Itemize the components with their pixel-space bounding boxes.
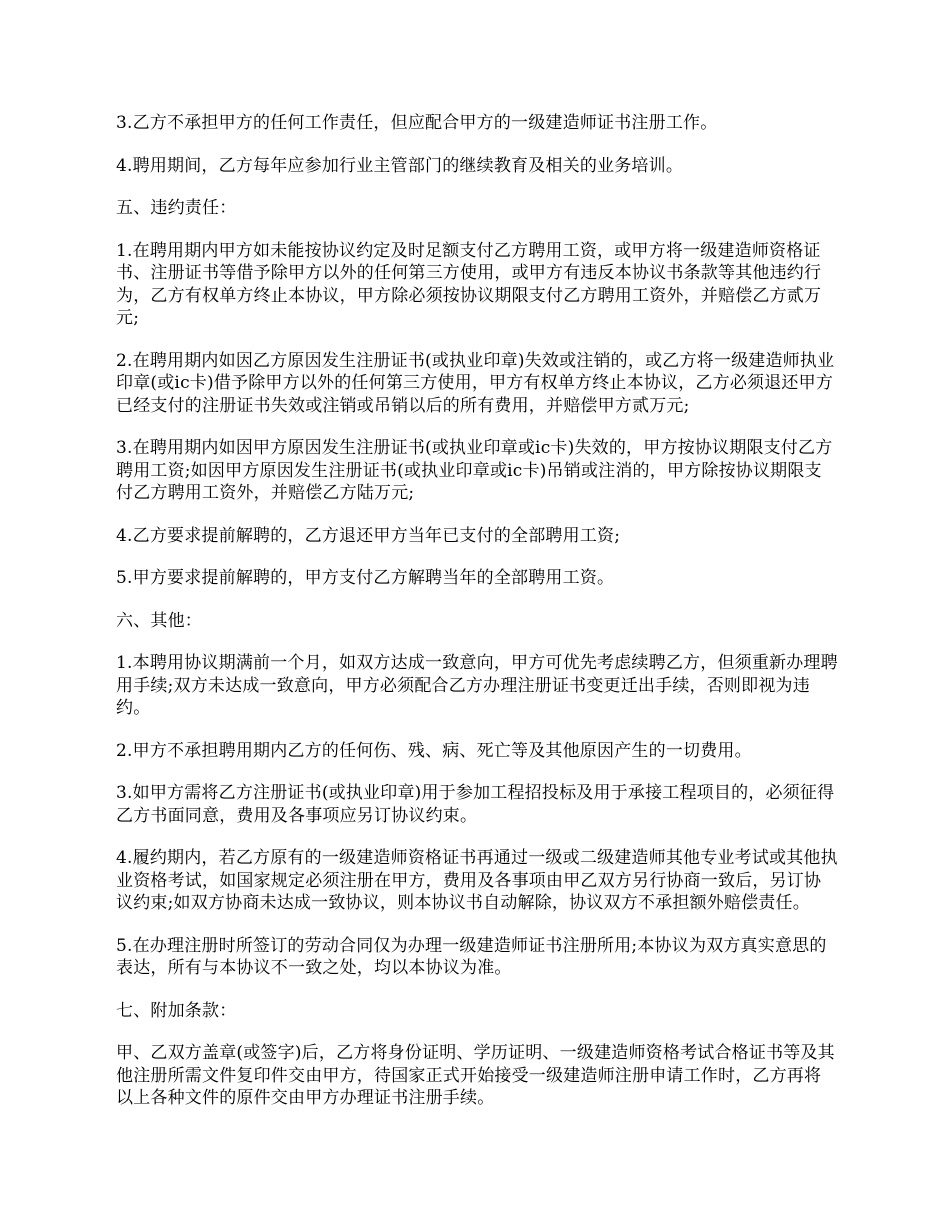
breach-clause-4: 4.乙方要求提前解聘的，乙方退还甲方当年已支付的全部聘用工资;	[116, 525, 621, 546]
other-clause-2: 2.甲方不承担聘用期内乙方的任何伤、残、病、死亡等及其他原因产生的一切费用。	[116, 740, 752, 761]
breach-clause-5: 5.甲方要求提前解聘的，甲方支付乙方解聘当年的全部聘用工资。	[116, 568, 615, 588]
breach-clause-3: 3.在聘用期内如因甲方原因发生注册证书(或执业印章或ic卡)失效的，甲方按协议期限支付乙方聘用工资;如因甲方原因发生注册证书(或执业印章或ic卡)吊销或注消的，甲方除按协议期限支付乙方聘用工资外，并赔偿乙方陆万元;	[116, 438, 833, 503]
other-clause-4: 4.履约期内，若乙方原有的一级建造师资格证书再通过一级或二级建造师其他专业考试或其他执业资格考试，如国家规定必须注册在甲方，费用及各事项由甲乙双方另行协商一致后，另订协议约束;如双方协商未达成一致协议，则本协议书自动解除，协议双方不承担额外赔偿责任。	[116, 848, 838, 913]
section-heading-other: 六、其他：	[116, 610, 202, 631]
other-clause-1: 1.本聘用协议期满前一个月，如双方达成一致意向，甲方可优先考虑续聘乙方，但须重新办理聘用手续;双方未达成一致意向，甲方必须配合乙方办理注册证书变更迁出手续，否则即视为违约。	[116, 653, 838, 718]
additional-terms-paragraph: 甲、乙双方盖章(或签字)后，乙方将身份证明、学历证明、一级建造师资格考试合格证书等及其他注册所需文件复印件交由甲方，待国家正式开始接受一级建造师注册申请工作时，乙方再将以上各种文件的原件交由甲方办理证书注册手续。	[116, 1043, 835, 1108]
document-body	[116, 112, 838, 1130]
section-heading-breach-liability: 五、违约责任：	[116, 198, 237, 218]
breach-clause-2: 2.在聘用期内如因乙方原因发生注册证书(或执业印章)失效或注销的，或乙方将一级建造师执业印章(或ic卡)借予除甲方以外的任何第三方使用，甲方有权单方终止本协议，乙方必须退还甲方已经支付的注册证书失效或注销或吊销以后的所有费用，并赔偿甲方贰万元;	[116, 350, 835, 416]
clause-3-no-work-responsibility: 3.乙方不承担甲方的任何工作责任，但应配合甲方的一级建造师证书注册工作。	[116, 113, 718, 133]
section-heading-additional-terms: 七、附加条款：	[116, 1000, 237, 1021]
other-clause-3: 3.如甲方需将乙方注册证书(或执业印章)用于参加工程招投标及用于承接工程项目的，必须征得乙方书面同意，费用及各事项应另订协议约束。	[116, 783, 835, 826]
clause-4-continuing-education: 4.聘用期间，乙方每年应参加行业主管部门的继续教育及相关的业务培训。	[116, 155, 684, 176]
breach-clause-1: 1.在聘用期内甲方如未能按协议约定及时足额支付乙方聘用工资，或甲方将一级建造师资格证书、注册证书等借予除甲方以外的任何第三方使用，或甲方有违反本协议书条款等其他违约行为，乙方有权单方终止本协议，甲方除必须按协议期限支付乙方聘用工资外，并赔偿乙方贰万元;	[116, 240, 822, 328]
other-clause-5: 5.在办理注册时所签订的劳动合同仅为办理一级建造师证书注册所用;本协议为双方真实意思的表达，所有与本协议不一致之处，均以本协议为准。	[116, 935, 827, 978]
